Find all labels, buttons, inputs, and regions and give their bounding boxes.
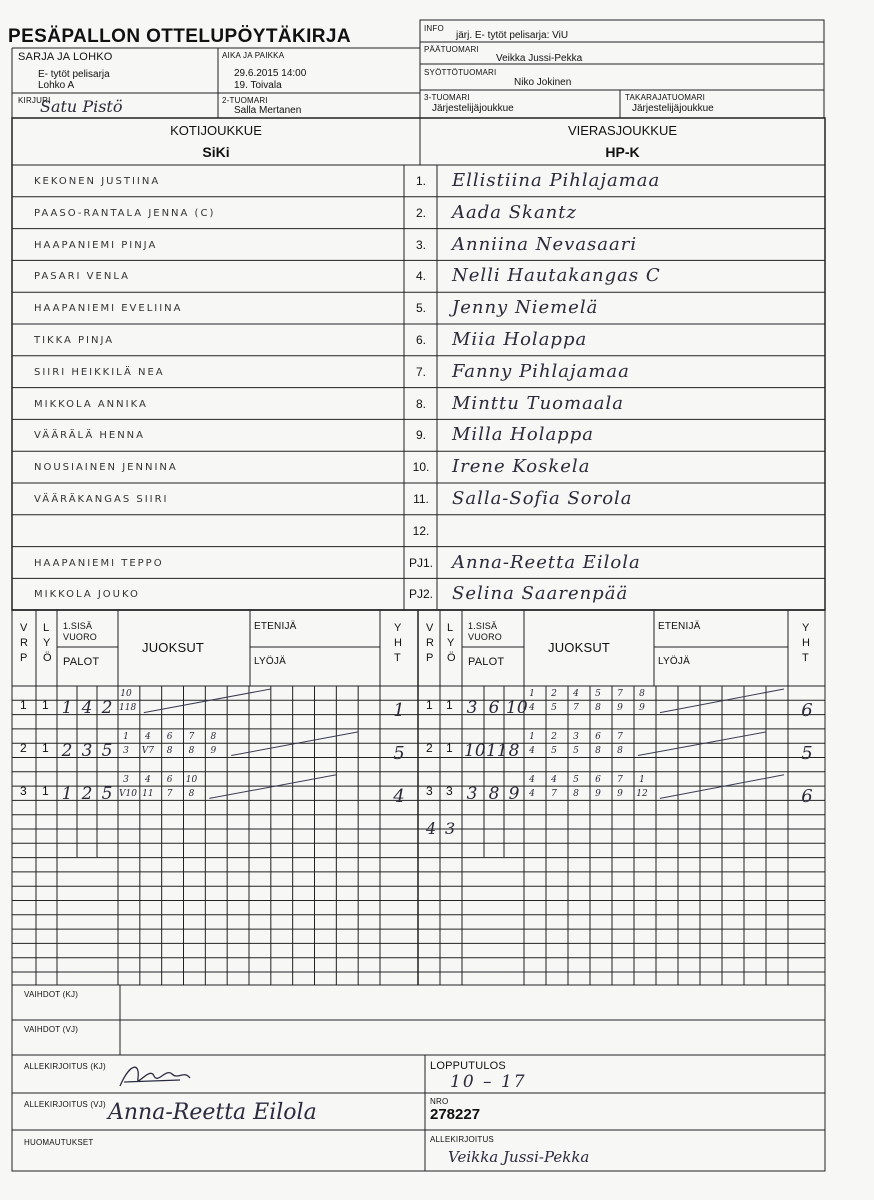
aika-label: AIKA JA PAIKKA	[222, 51, 285, 60]
lopputulos-value: 10 – 17	[450, 1072, 527, 1092]
run-cell: 7	[188, 731, 195, 742]
takaraja-value: Järjestelijäjoukkue	[632, 103, 714, 114]
yht-header-letter: Y	[802, 622, 810, 634]
run-cell: 8	[639, 689, 645, 699]
vaihdot-vj-label: VAIHDOT (VJ)	[24, 1025, 79, 1034]
syotto-value: Niko Jokinen	[514, 77, 572, 88]
run-cell: 6	[166, 731, 173, 742]
row-number: 9.	[415, 428, 426, 443]
run-cell: 5	[573, 774, 579, 785]
inning-number: 3	[426, 783, 433, 798]
home-player-name: HAAPANIEMI PINJA	[34, 239, 158, 251]
run-cell: 4	[144, 731, 151, 742]
inning-total: 6	[801, 785, 813, 807]
tuomari2-label: 2-TUOMARI	[222, 96, 268, 105]
home-player-name: VÄÄRÄLÄ HENNA	[34, 430, 146, 442]
run-cell: 9	[595, 789, 601, 800]
palot-value: 1	[61, 783, 73, 804]
run-cell: 7	[617, 731, 623, 742]
row-number: 7.	[415, 364, 426, 379]
juoksut-header: JUOKSUT	[142, 640, 205, 655]
lyo-header-letter: Ö	[43, 652, 52, 664]
palot-value: 3	[466, 783, 478, 804]
inning-number: 2	[426, 740, 433, 755]
lyoja-header: LYÖJÄ	[658, 656, 690, 667]
run-cell: 8	[595, 703, 601, 714]
inning-number: 1	[20, 698, 27, 712]
away-player-name: Milla Holappa	[452, 424, 594, 446]
huomautukset-label: HUOMAUTUKSET	[24, 1138, 94, 1147]
row-number: 3.	[415, 237, 426, 252]
juoksut-header: JUOKSUT	[548, 640, 611, 655]
away-player-name: Fanny Pihlajamaa	[452, 360, 630, 382]
sisa-vuoro-header: 1.SISÄ VUORO	[468, 621, 503, 642]
vrp-header-letter: P	[426, 652, 434, 664]
yht-header-letter: T	[802, 652, 809, 664]
away-player-name: Jenny Niemelä	[452, 297, 599, 319]
paatuomari-value: Veikka Jussi-Pekka	[496, 53, 583, 64]
run-cell: 7	[617, 774, 623, 785]
kirjuri-value: Satu Pistö	[40, 97, 123, 116]
run-cell: 7	[573, 703, 579, 714]
row-number: 10.	[412, 460, 430, 475]
away-player-name: Miia Holappa	[452, 329, 588, 350]
run-cell: 1	[123, 731, 129, 742]
run-cell: 8	[188, 746, 195, 757]
run-cell: 9	[639, 703, 645, 714]
away-player-name: Salla-Sofia Sorola	[452, 488, 633, 509]
signature-referee: Veikka Jussi-Pekka	[448, 1148, 590, 1166]
palot-value: 9	[508, 783, 520, 804]
run-cell: 9	[210, 746, 217, 757]
lyo-header-letter: L	[447, 622, 454, 634]
sheet-title: PESÄPALLON OTTELUPÖYTÄKIRJA	[8, 26, 351, 47]
sarja-value: E- tytöt pelisarja	[38, 69, 110, 80]
palot-value: 5	[101, 783, 113, 804]
row-number: 2.	[415, 205, 426, 220]
run-cell: 1	[529, 731, 535, 742]
palot-value: 10	[464, 740, 486, 761]
run-cell: 8	[188, 789, 195, 800]
paikka-value: 19. Toivala	[234, 80, 282, 91]
lyo-value: 1	[42, 698, 49, 712]
palot-value: 10	[506, 698, 528, 718]
away-player-name: Irene Koskela	[452, 456, 591, 478]
away-player-name: Minttu Tuomaala	[452, 392, 625, 414]
yht-header-letter: T	[394, 652, 401, 664]
tuomari3-label: 3-TUOMARI	[424, 93, 470, 102]
vaihdot-kj-label: VAIHDOT (KJ)	[24, 990, 79, 999]
row-number: 1.	[415, 174, 426, 188]
run-cell: 4	[573, 689, 579, 699]
run-cell: 6	[166, 774, 173, 785]
run-cell: 4	[529, 789, 535, 800]
away-player-name: Ellistiina Pihlajamaa	[452, 170, 661, 191]
tuomari2-value: Salla Mertanen	[234, 105, 302, 116]
home-player-name: HAAPANIEMI TEPPO	[34, 557, 164, 569]
run-cell: 4	[529, 703, 535, 714]
inning-total: 5	[801, 742, 813, 764]
away-player-name: Anniina Nevasaari	[452, 233, 638, 255]
row-number: 11.	[413, 492, 429, 506]
run-cell: 8	[166, 746, 173, 757]
run-cell: 7	[617, 689, 623, 699]
inning-total: 6	[801, 700, 813, 721]
paatuomari-label: PÄÄTUOMARI	[424, 45, 479, 54]
home-player-name: VÄÄRÄKANGAS SIIRI	[34, 494, 169, 505]
lyo-header-letter: L	[43, 622, 50, 634]
palot-value: 2	[61, 740, 73, 761]
palot-header: PALOT	[468, 656, 505, 668]
inning-total: 1	[393, 700, 405, 721]
run-cell: 12	[636, 789, 648, 800]
inning-total: 5	[393, 742, 405, 764]
home-label: KOTIJOUKKUE	[170, 123, 262, 138]
aika-value: 29.6.2015 14:00	[234, 68, 307, 79]
sisa-vuoro-header: 1.SISÄ VUORO	[63, 621, 98, 642]
inning-number: 3	[20, 783, 27, 798]
run-cell: V7	[141, 746, 154, 757]
run-cell: 3	[123, 746, 129, 757]
lyo-value: 1	[446, 698, 453, 712]
nro-value: 278227	[430, 1106, 481, 1123]
row-number: PJ1.	[408, 555, 433, 570]
run-cell: 4	[529, 774, 535, 785]
etenija-header: ETENIJÄ	[658, 621, 701, 632]
row-number: 6.	[415, 333, 426, 347]
palot-value: 4	[81, 698, 93, 718]
yht-header-letter: Y	[394, 622, 402, 634]
run-cell: 10	[185, 774, 198, 785]
run-cell: 7	[551, 789, 557, 800]
row-number: 8.	[415, 396, 426, 411]
lyo-value: 1	[42, 783, 49, 798]
palot-value: 3	[81, 740, 93, 761]
lyo-value: 1	[446, 740, 453, 755]
palot-value: 2	[81, 783, 93, 804]
run-cell: 3	[573, 731, 579, 742]
lyo-header-letter: Ö	[447, 652, 456, 664]
row-number: 5.	[415, 301, 426, 316]
run-cell: 8	[210, 731, 217, 742]
run-cell: 8	[617, 746, 623, 757]
away-player-name: Anna-Reetta Eilola	[452, 551, 641, 573]
palot-value: 6	[488, 698, 500, 718]
run-cell: 10	[120, 689, 132, 699]
allekirjoitus-vj-label: ALLEKIRJOITUS (VJ)	[24, 1100, 106, 1109]
away-label: VIERASJOUKKUE	[567, 123, 678, 138]
signature-kj	[110, 1058, 200, 1092]
run-cell: 5	[551, 703, 557, 714]
vrp-header-letter: V	[20, 622, 28, 634]
home-player-name: PASARI VENLA	[34, 271, 130, 283]
home-player-name: TIKKA PINJA	[34, 335, 115, 346]
run-cell: 118	[119, 703, 137, 714]
yht-header-letter: H	[802, 637, 811, 649]
home-player-name: HAAPANIEMI EVELIINA	[34, 303, 183, 315]
home-player-name: NOUSIAINEN JENNINA	[34, 462, 178, 474]
lyo-header-letter: Y	[447, 637, 455, 649]
lyo-value: 3	[445, 818, 456, 838]
away-player-name: Nelli Hautakangas C	[452, 265, 661, 287]
home-player-name: KEKONEN JUSTIINA	[34, 176, 161, 187]
run-cell: 8	[573, 789, 579, 800]
palot-value: 2	[101, 698, 113, 718]
home-player-name: MIKKOLA JOUKO	[34, 589, 140, 601]
run-cell: 8	[595, 746, 601, 757]
run-cell: 6	[595, 774, 601, 785]
palot-header: PALOT	[63, 656, 100, 668]
palot-value: 1	[61, 698, 73, 718]
away-team-name: HP-K	[605, 144, 640, 160]
inning-number: 2	[20, 740, 27, 755]
palot-value: 8	[488, 783, 500, 804]
run-cell: 11	[142, 789, 154, 800]
tuomari3-value: Järjestelijäjoukkue	[432, 103, 514, 114]
home-player-name: MIKKOLA ANNIKA	[34, 398, 148, 410]
yht-header-letter: H	[394, 637, 403, 649]
run-cell: 4	[551, 774, 557, 785]
away-player-name: Aada Skantz	[452, 201, 577, 223]
run-cell: 4	[144, 774, 151, 785]
takaraja-label: TAKARAJATUOMARI	[625, 93, 706, 102]
inning-number: 4	[426, 818, 437, 838]
etenija-header: ETENIJÄ	[254, 621, 297, 632]
info-label: INFO	[424, 24, 444, 33]
vrp-header-letter: R	[20, 637, 29, 649]
vrp-header-letter: R	[426, 637, 435, 649]
inning-total: 4	[393, 785, 405, 807]
home-player-name: PAASO-RANTALA JENNA (C)	[34, 207, 216, 219]
run-cell: 1	[639, 774, 645, 785]
inning-number: 1	[426, 698, 433, 712]
run-cell: 5	[573, 746, 579, 757]
run-cell: 3	[123, 774, 129, 785]
palot-value: 5	[101, 740, 113, 761]
row-number: 4.	[415, 269, 426, 284]
run-cell: 4	[529, 746, 535, 757]
lyo-value: 1	[42, 740, 49, 755]
run-cell: 5	[595, 689, 601, 699]
away-player-name: Selina Saarenpää	[452, 583, 629, 605]
home-team-name: SiKi	[202, 144, 230, 160]
vrp-header-letter: V	[426, 622, 434, 634]
allekirjoitus-kj-label: ALLEKIRJOITUS (KJ)	[24, 1062, 106, 1071]
lyo-value: 3	[446, 783, 453, 798]
home-player-name: SIIRI HEIKKILÄ NEA	[34, 366, 165, 378]
row-number: 12.	[412, 523, 430, 538]
run-cell: 9	[617, 703, 623, 714]
row-number: PJ2.	[408, 587, 433, 602]
kirjuri-label: KIRJURI	[18, 96, 51, 105]
run-cell: 5	[551, 746, 557, 757]
palot-value: 11	[486, 740, 508, 761]
lohko-value: Lohko A	[38, 80, 75, 91]
signature-vj: Anna-Reetta Eilola	[108, 1100, 317, 1125]
run-cell: 2	[551, 689, 557, 699]
run-cell: 2	[551, 731, 557, 742]
syotto-label: SYÖTTÖTUOMARI	[424, 68, 497, 77]
info-value: järj. E- tytöt pelisarja: ViU	[456, 30, 569, 41]
run-cell: V10	[119, 789, 137, 800]
sarja-label: SARJA JA LOHKO	[18, 51, 113, 63]
run-cell: 7	[166, 789, 173, 800]
nro-label: NRO	[430, 1097, 449, 1106]
run-cell: 6	[595, 731, 601, 742]
run-cell: 9	[617, 789, 623, 800]
vrp-header-letter: P	[20, 652, 28, 664]
lyoja-header: LYÖJÄ	[254, 656, 286, 667]
lopputulos-label: LOPPUTULOS	[430, 1060, 506, 1072]
palot-value: 3	[466, 698, 478, 718]
lyo-header-letter: Y	[43, 637, 51, 649]
palot-value: 8	[508, 740, 520, 761]
allekirjoitus-label: ALLEKIRJOITUS	[430, 1135, 494, 1144]
run-cell: 1	[529, 689, 535, 699]
